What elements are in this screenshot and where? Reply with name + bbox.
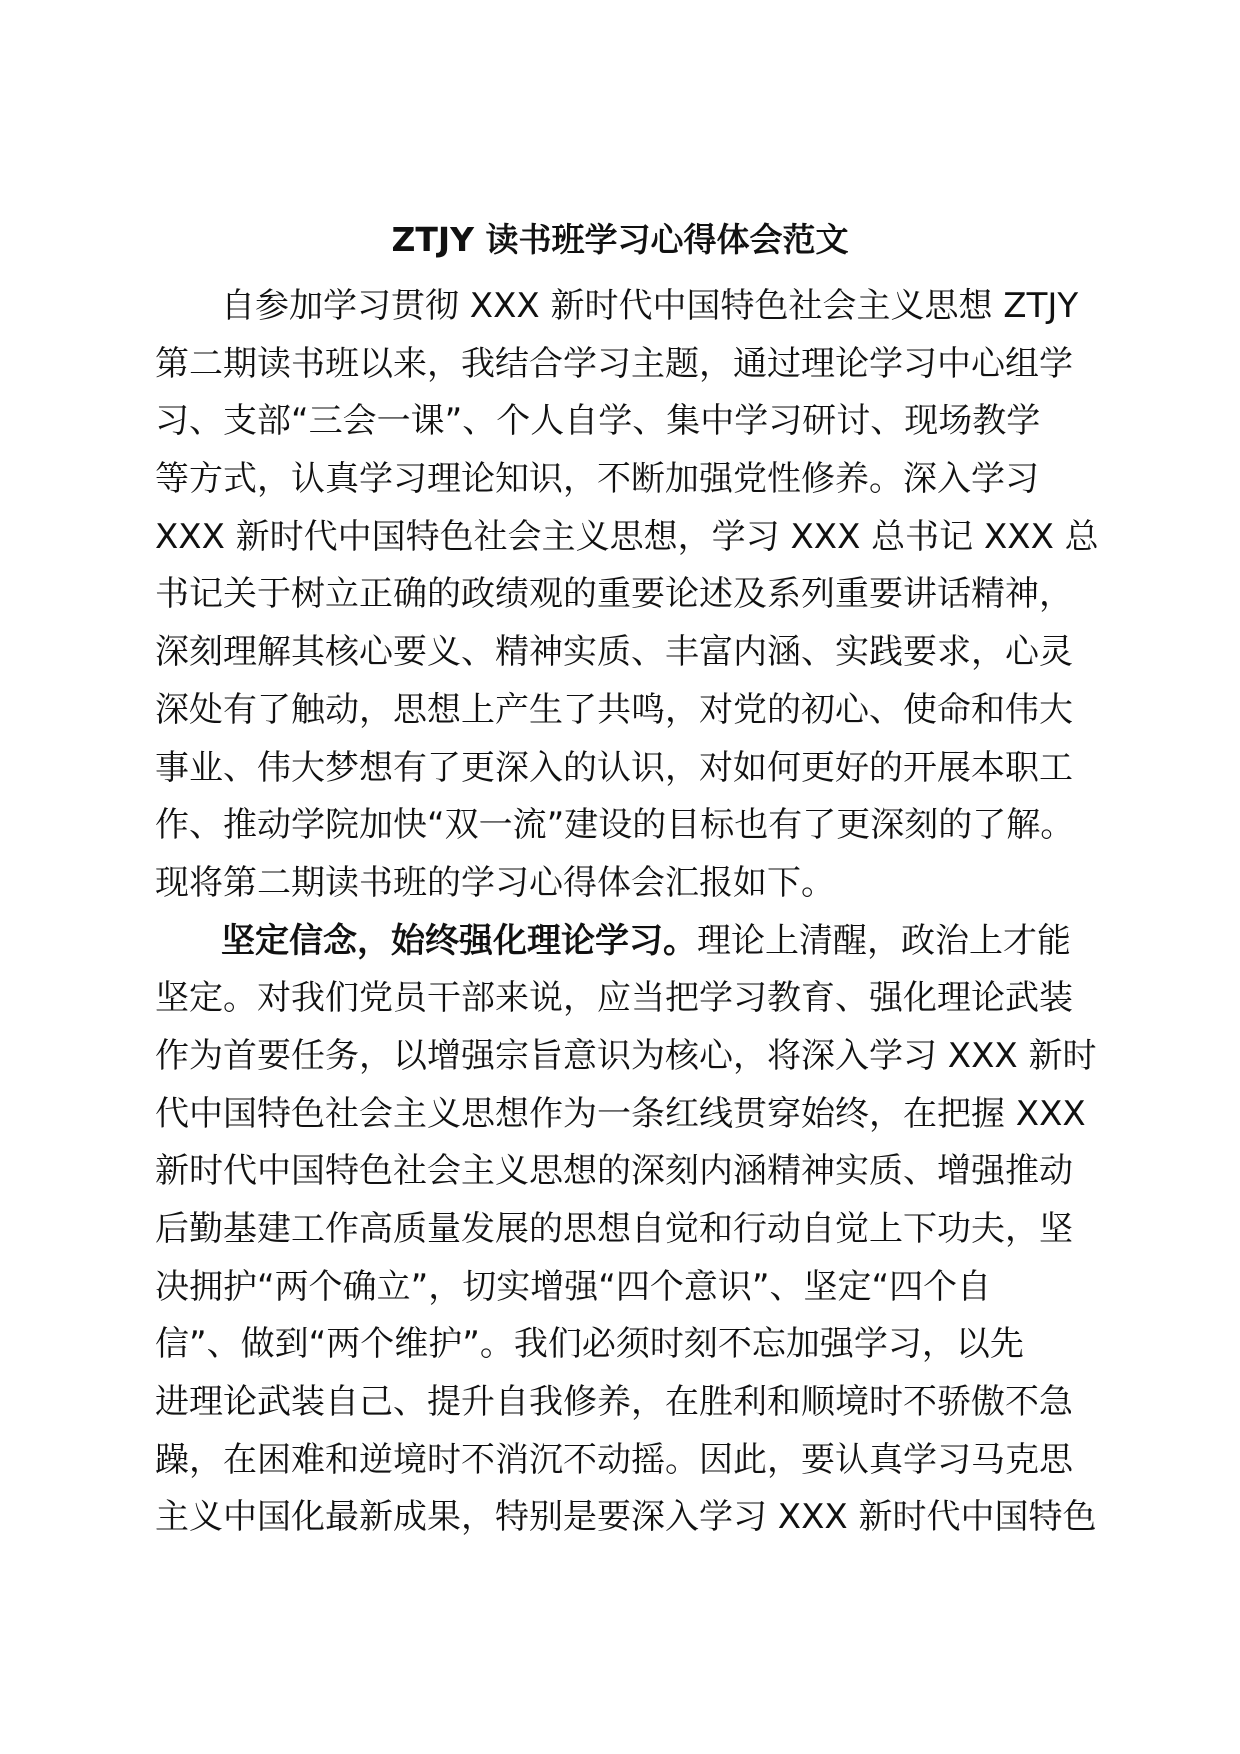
text-line: 深刻理解其核心要义、精神实质、丰富内涵、实践要求，心灵 [155,632,1073,673]
text-line: 信”、做到“两个维护”。我们必须时刻不忘加强学习，以先 [155,1324,1024,1365]
text-line: 进理论武装自己、提升自我修养，在胜利和顺境时不骄傲不急 [155,1382,1073,1423]
text-line: 第二期读书班以来，我结合学习主题，通过理论学习中心组学 [155,343,1073,384]
text-line: 深处有了触动，思想上产生了共鸣，对党的初心、使命和伟大 [155,689,1073,730]
text-line: 自参加学习贯彻 XXX 新时代中国特色社会主义思想 ZTJY [221,286,1079,326]
text-line-rest: 理论上清醒，政治上才能 [697,920,1071,961]
text-line: 等方式，认真学习理论知识，不断加强党性修养。深入学习 [155,459,1039,500]
text-line: 习、支部“三会一课”、个人自学、集中学习研讨、现场教学 [155,401,1041,442]
text-line: 事业、伟大梦想有了更深入的认识，对如何更好的开展本职工 [155,747,1073,788]
text-line: XXX 新时代中国特色社会主义思想，学习 XXX 总书记 XXX 总 [155,516,1099,557]
text-line: 书记关于树立正确的政绩观的重要论述及系列重要讲话精神， [155,574,1073,615]
text-line: 新时代中国特色社会主义思想的深刻内涵精神实质、增强推动 [155,1151,1073,1192]
document-body [155,278,1099,1547]
text-line: 躁，在困难和逆境时不消沉不动摇。因此，要认真学习马克思 [155,1439,1073,1480]
text-line: 作为首要任务，以增强宗旨意识为核心，将深入学习 XXX 新时 [155,1035,1097,1076]
paragraph-intro [155,278,1099,913]
paragraph-heading: 坚定信念，始终强化理论学习。 [221,920,697,961]
text-line: 决拥护“两个确立”，切实增强“四个意识”、坚定“四个自 [155,1266,992,1307]
text-line: 作、推动学院加快“双一流”建设的目标也有了更深刻的了解。 [155,805,1075,846]
text-line [155,913,1085,971]
text-line: 代中国特色社会主义思想作为一条红线贯穿始终，在把握 XXX [155,1093,1086,1134]
text-line: 后勤基建工作高质量发展的思想自觉和行动自觉上下功夫，坚 [155,1209,1073,1249]
document-title: ZTJY 读书班学习心得体会范文 [391,220,849,259]
paragraph-theory-study [155,913,1097,1548]
text-line: 现将第二期读书班的学习心得体会汇报如下。 [155,862,835,903]
text-line: 主义中国化最新成果，特别是要深入学习 XXX 新时代中国特色 [155,1497,1097,1538]
text-line: 坚定。对我们党员干部来说，应当把学习教育、强化理论武装 [155,978,1073,1019]
